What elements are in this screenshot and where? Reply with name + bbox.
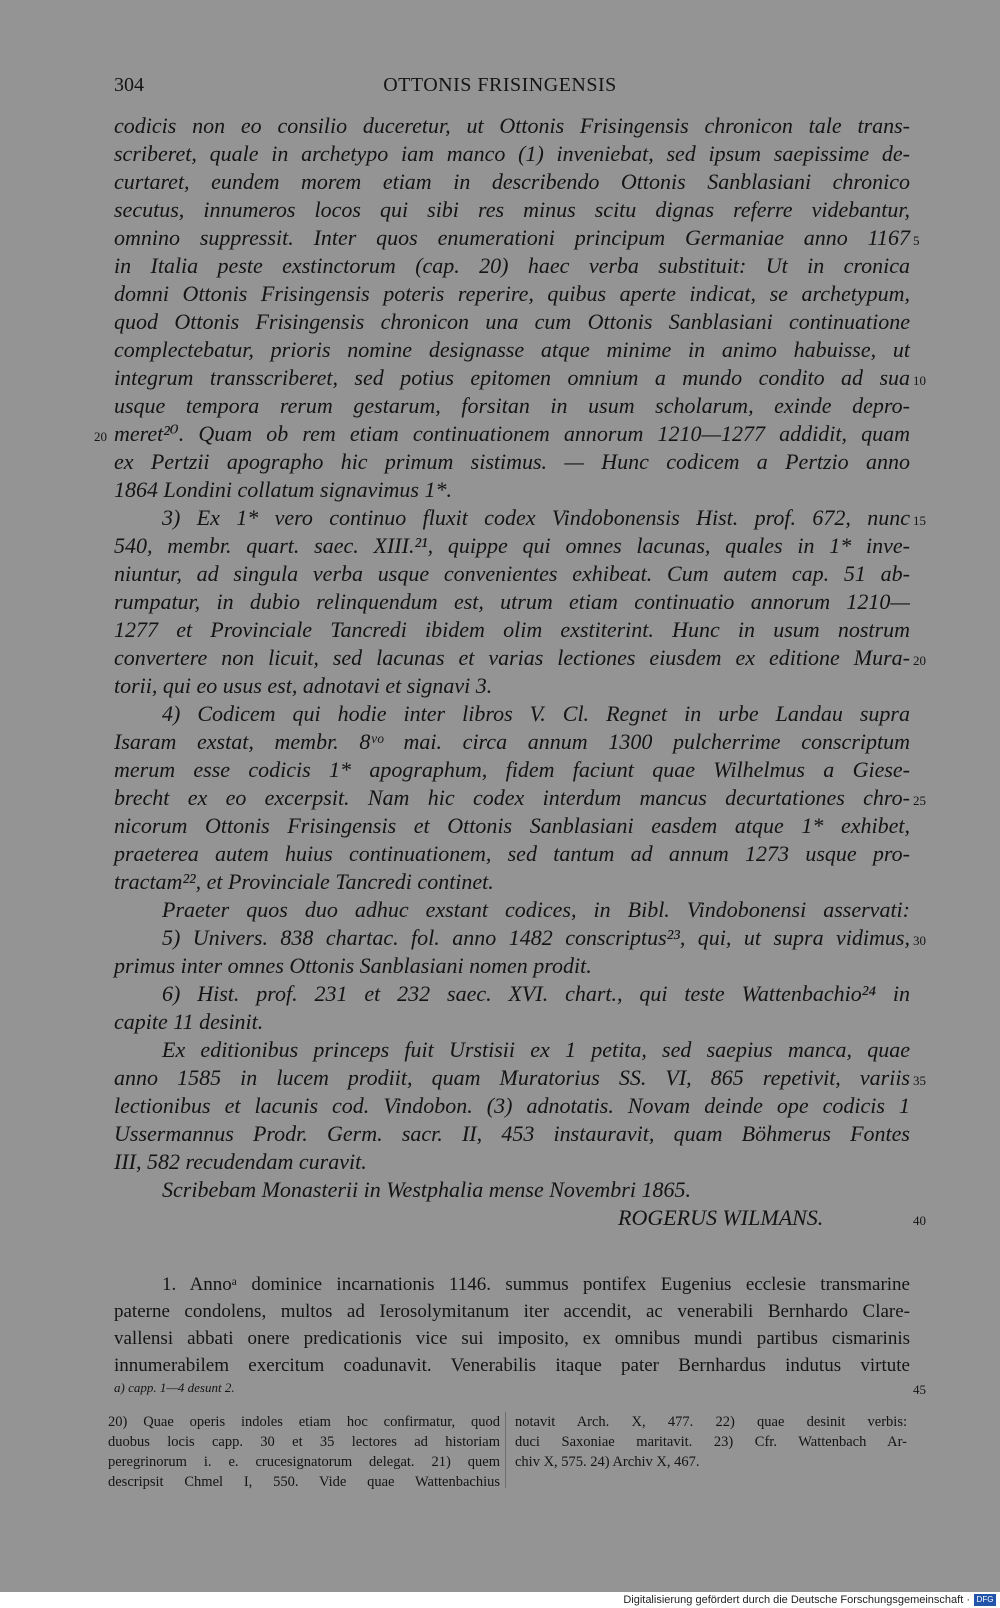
dfg-logo: DFG [974, 1594, 996, 1606]
text-line: Ex editionibus princeps fuit Urstisii ex 1 petita, sed saepius manca, quae [162, 1037, 910, 1062]
chronicle-line: paterne condolens, multos ad Ierosolymitanum iter accendit, ac venerabili Bernhardo Clare- [114, 1301, 910, 1322]
text-line: complectebatur, prioris nomine designasse atque minime in animo habuisse, ut [114, 337, 910, 362]
text-line: curtaret, eundem morem etiam in describendo Ottonis Sanblasiani chronico [114, 169, 910, 194]
text-line: Praeter quos duo adhuc exstant codices, in Bibl. Vindobonensi asservati: [162, 897, 910, 922]
text-line: meret²⁰. Quam ob rem etiam continuationem annorum 1210—1277 addidit, quam [114, 421, 910, 446]
text-line: domni Ottonis Frisingensis poteris reperire, quibus aperte indicat, se archetypum, [114, 281, 910, 306]
footnote-line: duobus locis capp. 30 et 35 lectores ad historiam [108, 1434, 500, 1450]
footnote-column-divider [505, 1412, 506, 1488]
margin-line-number: 35 [913, 1073, 926, 1088]
text-line: lectionibus et lacunis cod. Vindobon. (3) adnotatis. Novam deinde ope codicis 1 [114, 1093, 910, 1118]
chronicle-line: vallensi abbati onere predicationis vice sui imposito, ex omnibus mundi partibus cismarinis [114, 1328, 910, 1349]
margin-line-number: 30 [913, 933, 926, 948]
digitization-credit: Digitalisierung gefördert durch die Deutsche Forschungsgemeinschaft · [623, 1594, 970, 1606]
text-line: 6) Hist. prof. 231 et 232 saec. XVI. chart., qui teste Wattenbachio²⁴ in [162, 981, 910, 1006]
text-line: torii, qui eo usus est, adnotavi et signavi 3. [114, 673, 493, 698]
text-line: brecht ex eo excerpsit. Nam hic codex interdum mancus decurtationes chro- [114, 785, 910, 810]
page-number: 304 [114, 74, 144, 96]
text-line: codicis non eo consilio duceretur, ut Ottonis Frisingensis chronicon tale trans- [114, 113, 910, 138]
text-line: 3) Ex 1* vero continuo fluxit codex Vindobonensis Hist. prof. 672, nunc [162, 505, 910, 530]
text-line: capite 11 desinit. [114, 1009, 264, 1034]
text-line: primus inter omnes Ottonis Sanblasiani nomen prodit. [114, 953, 592, 978]
footnote-line: descripsit Chmel I, 550. Vide quae Wattenbachius [108, 1474, 500, 1490]
footnote-line: 20) Quae operis indoles etiam hoc confirmatur, quod [108, 1414, 500, 1430]
text-line: scriberet, quale in archetypo iam manco (1) inveniebat, sed ipsum saepissime de- [114, 141, 910, 166]
signature: ROGERUS WILMANS. [618, 1205, 824, 1230]
margin-line-number: 45 [913, 1382, 926, 1397]
text-line: secutus, innumeros locos qui sibi res minus scitu dignas referre videbantur, [114, 197, 910, 222]
text-line: in Italia peste exstinctorum (cap. 20) haec verba substituit: Ut in cronica [114, 253, 910, 278]
footnote-line: duci Saxoniae maritavit. 23) Cfr. Wattenbach Ar- [515, 1434, 907, 1450]
variant-footnote: a) capp. 1—4 desunt 2. [114, 1380, 235, 1395]
text-line: tractam²², et Provinciale Tancredi continet. [114, 869, 494, 894]
text-line: rumpatur, in dubio relinquendum est, utrum etiam continuatio annorum 1210— [114, 589, 910, 614]
text-line: Scribebam Monasterii in Westphalia mense Novembri 1865. [162, 1177, 691, 1202]
footnote-line: notavit Arch. X, 477. 22) quae desinit verbis: [515, 1414, 907, 1430]
margin-line-number: 20 [94, 429, 107, 444]
text-line: niuntur, ad singula verba usque convenientes exhibeat. Cum autem cap. 51 ab- [114, 561, 910, 586]
text-line: merum esse codicis 1* apographum, fidem faciunt quae Wilhelmus a Giese- [114, 757, 910, 782]
margin-line-number: 40 [913, 1213, 926, 1228]
text-line: 1277 et Provinciale Tancredi ibidem olim exstiterint. Hunc in usum nostrum [114, 617, 910, 642]
text-line: convertere non licuit, sed lacunas et varias lectiones eiusdem ex editione Mura- [114, 645, 910, 670]
text-line: quod Ottonis Frisingensis chronicon una cum Ottonis Sanblasiani continuatione [114, 309, 910, 334]
margin-line-number: 20 [913, 653, 926, 668]
text-line: 4) Codicem qui hodie inter libros V. Cl. Regnet in urbe Landau supra [162, 701, 910, 726]
text-line: Isaram exstat, membr. 8ᵛᵒ mai. circa annum 1300 pulcherrime conscriptum [114, 729, 910, 754]
margin-line-number: 10 [913, 373, 926, 388]
running-title: OTTONIS FRISINGENSIS [383, 74, 617, 96]
text-line: 540, membr. quart. saec. XIII.²¹, quippe qui omnes lacunas, quales in 1* inve- [114, 533, 910, 558]
margin-line-number: 5 [913, 233, 920, 248]
text-line: omnino suppressit. Inter quos enumerationi principum Germaniae anno 1167 [114, 225, 910, 250]
text-line: nicorum Ottonis Frisingensis et Ottonis Sanblasiani easdem atque 1* exhibet, [114, 813, 910, 838]
text-line: praeterea autem huius continuationem, sed tantum ad annum 1273 usque pro- [114, 841, 910, 866]
text-line: Ussermannus Prodr. Germ. sacr. II, 453 instauravit, quam Böhmerus Fontes [114, 1121, 910, 1146]
margin-line-number: 15 [913, 513, 926, 528]
chronicle-line: innumerabilem exercitum coadunavit. Venerabilis itaque pater Bernhardus indutus virtute [114, 1355, 910, 1376]
text-line: 5) Univers. 838 chartac. fol. anno 1482 conscriptus²³, qui, ut supra vidimus, [162, 925, 910, 950]
text-line: III, 582 recudendam curavit. [114, 1149, 367, 1174]
text-line: ex Pertzii apographo hic primum sistimus. — Hunc codicem a Pertzio anno [114, 449, 910, 474]
margin-line-number: 25 [913, 793, 926, 808]
text-line: usque tempora rerum gestarum, forsitan in usum scholarum, exinde depro- [114, 393, 910, 418]
text-line: anno 1585 in lucem prodiit, quam Muratorius SS. VI, 865 repetivit, variis [114, 1065, 910, 1090]
text-line: integrum transscriberet, sed potius epitomen omnium a mundo condito ad sua [114, 365, 910, 390]
footnote-line: peregrinorum i. e. crucesignatorum delegat. 21) quem [108, 1454, 500, 1470]
footnote-line: chiv X, 575. 24) Archiv X, 467. [515, 1454, 700, 1470]
chronicle-line: 1. Annoᵃ dominice incarnationis 1146. summus pontifex Eugenius ecclesie transmarine [162, 1274, 910, 1295]
text-line: 1864 Londini collatum signavimus 1*. [114, 477, 452, 502]
